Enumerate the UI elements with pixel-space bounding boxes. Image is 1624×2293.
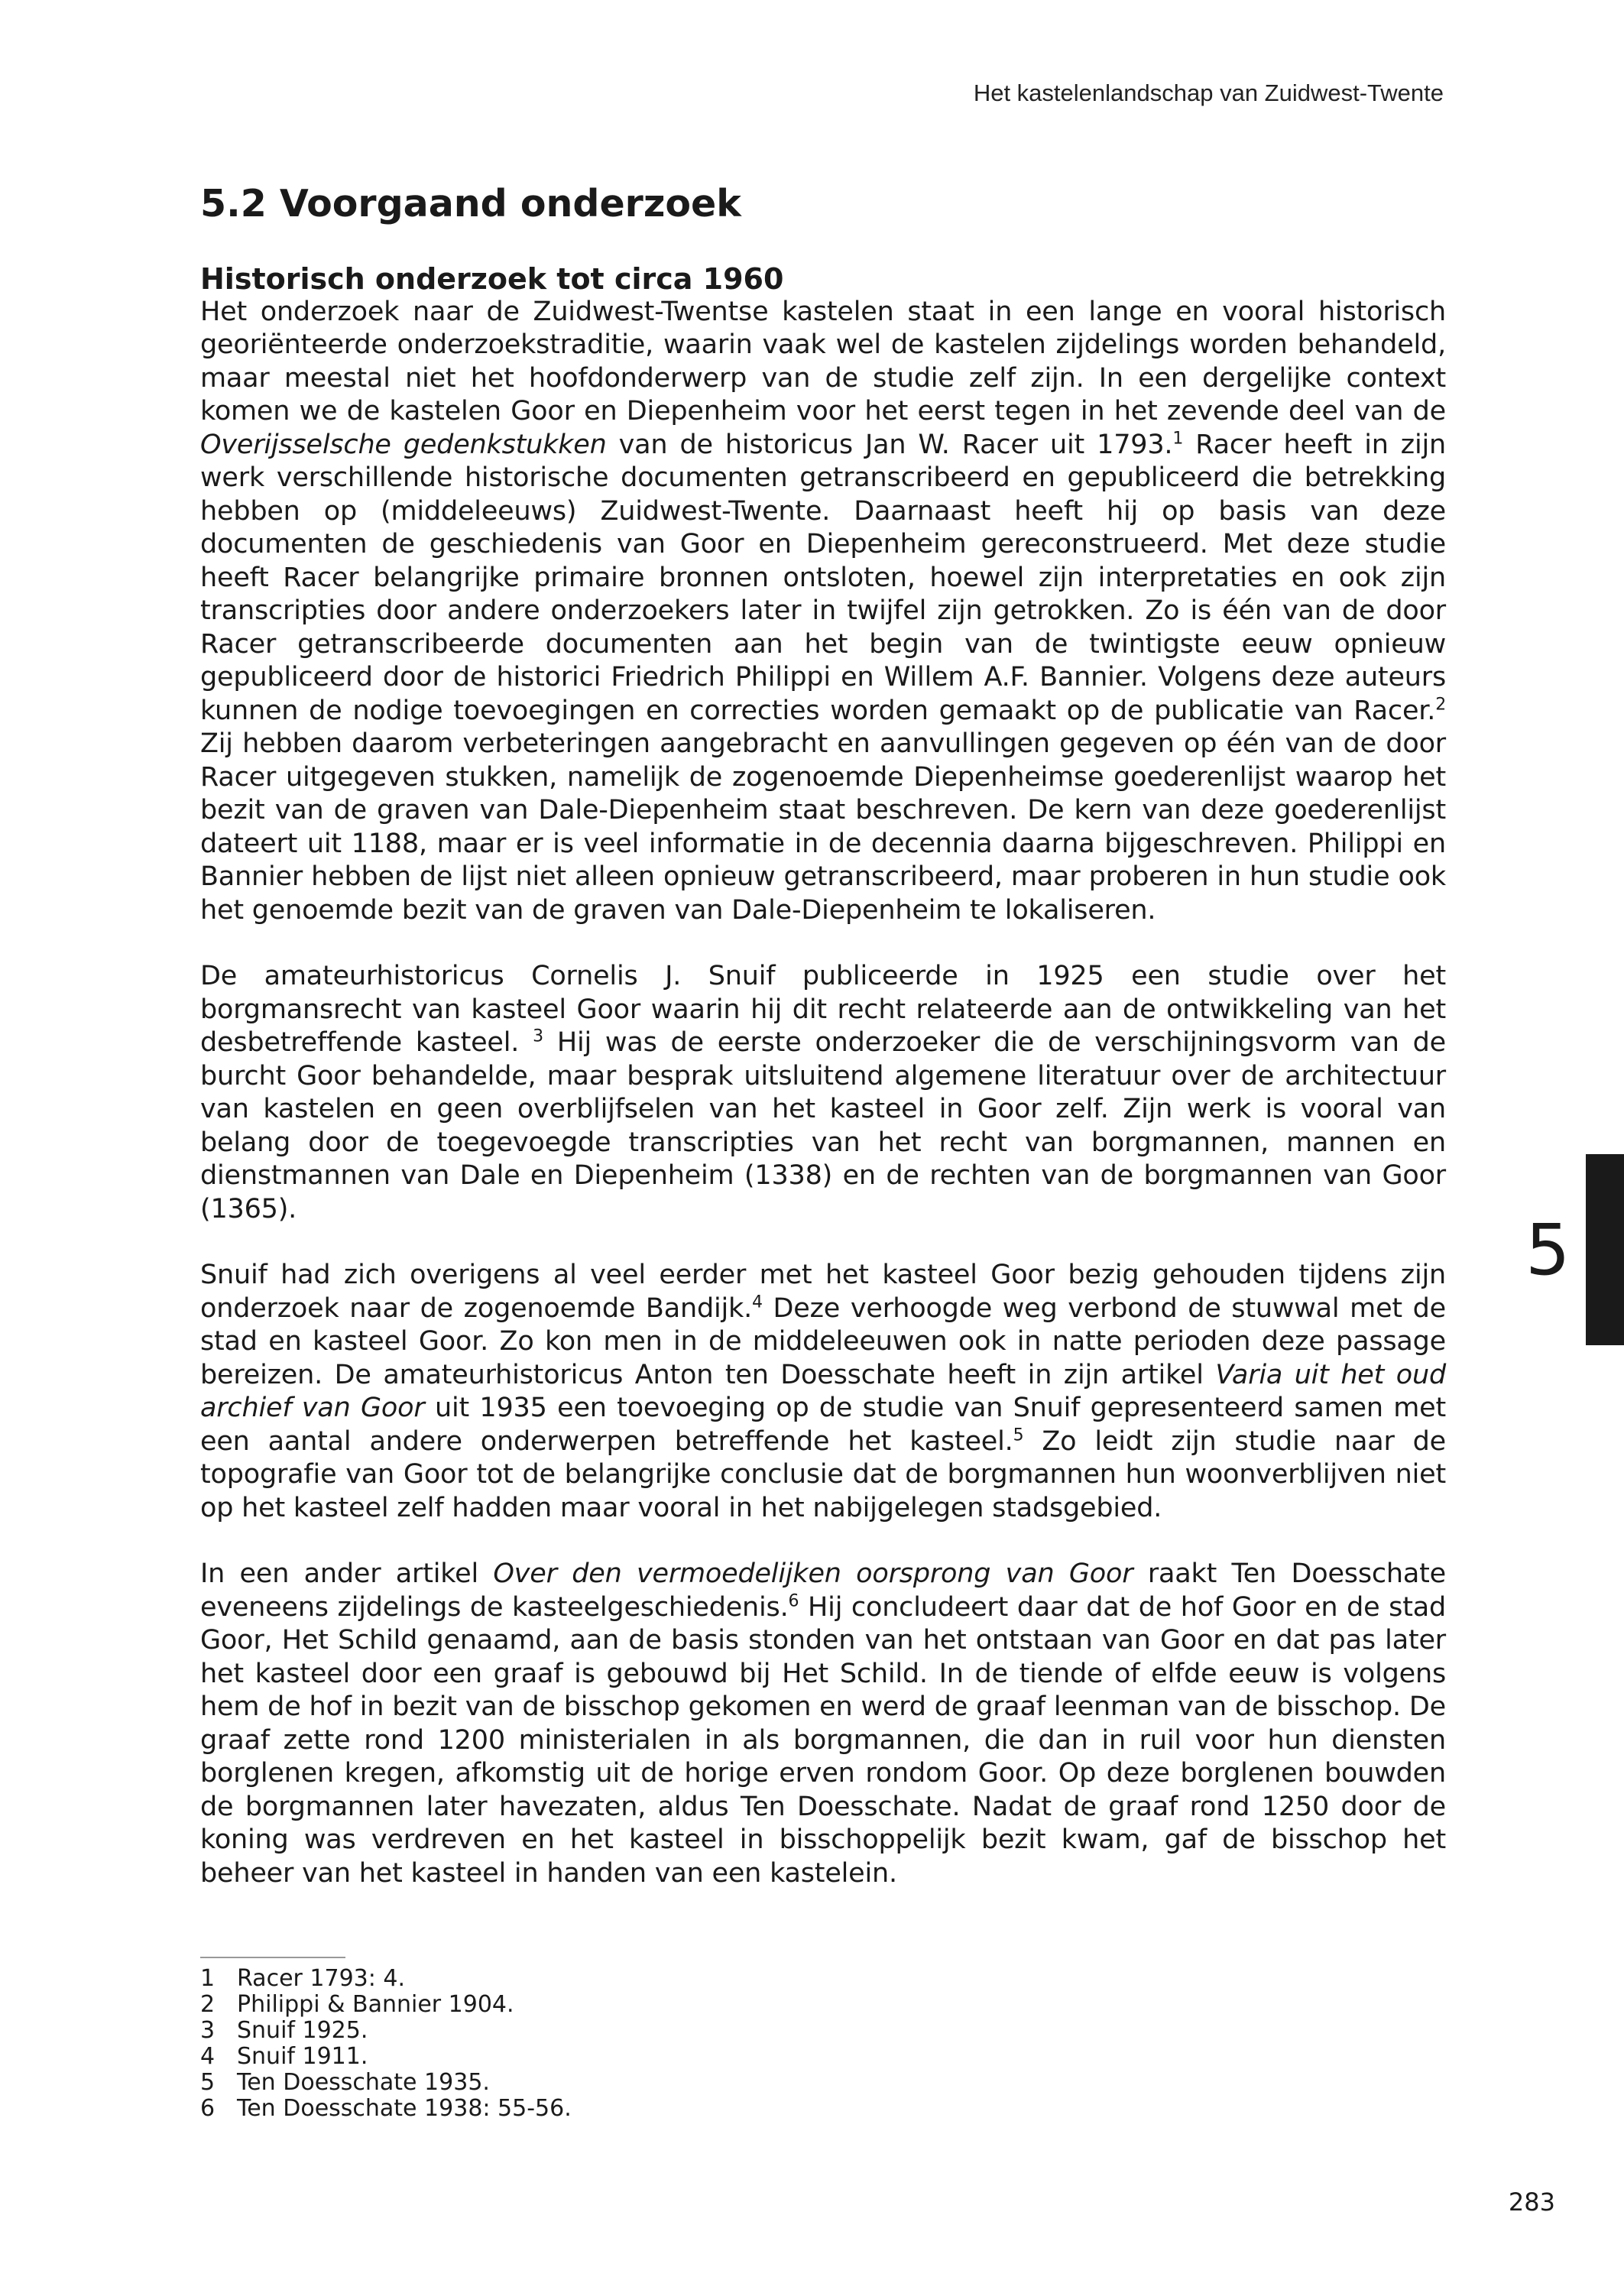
text-run: Snuif had zich overigens al veel eerder met het kasteel Goor bezig gehouden tijdens zijn onderzoek naar de zogenoemde Bandijk. (200, 1260, 1446, 1324)
text-run: Hij concludeert daar dat de hof Goor en de stad Goor, Het Schild genaamd, aan de basis stonden van het ontstaan van Goor en dat pas later het kasteel door een graaf is gebouwd bij Het Schild. In de tiende of elfde eeuw is volgens hem de hof in bezit van de bisschop gekomen en werd de graaf leenman van de bisschop. De graaf zette rond 1200 ministerialen in als borgmannen, die dan in ruil voor hun diensten borglenen kregen, afkomstig uit de horige erven rondom Goor. Op deze borglenen bouwden de borgmannen later havezaten, aldus Ten Doesschate. Nadat de graaf rond 1250 door de koning was verdreven en het kasteel in bisschoppelijk bezit kwam, gaf de bisschop het beheer van het kasteel in handen van een kastelein. (200, 1591, 1446, 1889)
chapter-number: 5 (1525, 1209, 1571, 1291)
footnote-number: 4 (200, 2043, 216, 2070)
section-title: 5.2 Voorgaand onderzoek (200, 182, 741, 225)
text-run: Zij hebben daarom verbeteringen aangebracht en aanvullingen gegeven op één van de door Racer uitgegeven stukken, namelijk de zogenoemde Diepenheimse goederenlijst waarop het bezit van de graven van Dale-Diepenheim staat beschreven. De kern van deze goederenlijst dateert uit 1188, maar er is veel informatie in de decennia daarna bijgeschreven. Philippi en Bannier hebben de lijst niet alleen opnieuw getranscribeerd, maar proberen in hun studie ook het genoemde bezit van de graven van Dale-Diepenheim te lokaliseren. (200, 728, 1446, 926)
footnote-text: Snuif 1911. (237, 2043, 368, 2070)
text-run: Het onderzoek naar de Zuidwest-Twentse kastelen staat in een lange en vooral historisch georiënteerde onderzoekstraditie, waarin vaak wel de kastelen zijdelings worden behandeld, maar meestal niet het hoofdonderwerp van de studie zelf zijn. In een dergelijke context komen we de kastelen Goor en Diepenheim voor het eerst tegen in het zevende deel van de (200, 296, 1446, 427)
paragraph-3 (200, 1259, 1446, 1525)
footnote-ref: 3 (533, 1026, 543, 1046)
text-run: Hij was de eerste onderzoeker die de verschijningsvorm van de burcht Goor behandelde, maar besprak uitsluitend algemene literatuur over de architectuur van kastelen en geen overblijfselen van het kasteel in Goor zelf. Zijn werk is vooral van belang door de toegevoegde transcripties van het recht van borgmannen, mannen en dienstmannen van Dale en Diepenheim (1338) en de rechten van de borgmannen van Goor (1365). (200, 1027, 1446, 1224)
italic-title: Varia uit het oud archief van Goor (200, 1359, 1446, 1424)
footnote (200, 2044, 1117, 2070)
footnotes (200, 1966, 1117, 2122)
text-run: uit 1935 een toevoeging op de studie van Snuif gepresenteerd samen met een aantal andere onderwerpen betreffende het kasteel. (200, 1393, 1447, 1457)
footnote (200, 2070, 1117, 2096)
footnote-text: Ten Doesschate 1938: 55-56. (237, 2095, 572, 2122)
footnote (200, 1966, 1117, 1992)
footnote-text: Racer 1793: 4. (237, 1965, 406, 1992)
subsection-title: Historisch onderzoek tot circa 1960 (200, 261, 784, 296)
footnote-ref: 6 (788, 1591, 799, 1611)
footnote-ref: 5 (1013, 1425, 1024, 1445)
footnote-ref: 1 (1172, 429, 1184, 449)
text-run: In een ander artikel (200, 1558, 494, 1590)
footnote-number: 6 (200, 2095, 216, 2122)
main-content (200, 183, 1446, 1923)
paragraph-1 (200, 296, 1446, 928)
text-run: van de historicus Jan W. Racer uit 1793. (606, 429, 1173, 460)
footnote (200, 1992, 1117, 2018)
footnote (200, 2096, 1117, 2122)
footnote (200, 2018, 1117, 2044)
text-run: De amateurhistoricus Cornelis J. Snuif publiceerde in 1925 een studie over het borgmansrecht van kasteel Goor waarin hij dit recht relateerde aan de ontwikkeling van het desbetreffende kasteel. (200, 961, 1446, 1059)
footnote-text: Ten Doesschate 1935. (237, 2069, 490, 2096)
italic-title: Over den vermoedelijken oorsprong van Goor (493, 1558, 1133, 1590)
footnote-number: 5 (200, 2069, 216, 2096)
italic-title: Overijsselsche gedenkstukken (200, 429, 607, 460)
text-run: Racer heeft in zijn werk verschillende historische documenten getranscribeerd en gepubliceerd die betrekking hebben op (middeleeuws) Zuidwest-Twente. Daarnaast heeft hij op basis van deze documenten de geschiedenis van Goor en Diepenheim gereconstrueerd. Met deze studie heeft Racer belangrijke primaire bronnen ontsloten, hoewel zijn interpretaties en ook zijn transcripties door andere onderzoekers later in twijfel zijn getrokken. Zo is één van de door Racer getranscribeerde documenten aan het begin van de twintigste eeuw opnieuw gepubliceerd door de historici Friedrich Philippi en Willem A.F. Bannier. Volgens deze auteurs kunnen de nodige toevoegingen en correcties worden gemaakt op de publicatie van Racer. (200, 429, 1446, 726)
page-number: 283 (1508, 2188, 1555, 2217)
footnote-divider (200, 1957, 345, 1958)
paragraph-4 (200, 1558, 1446, 1890)
chapter-tab (1586, 1154, 1624, 1345)
footnote-number: 3 (200, 2017, 216, 2044)
text-run: raakt Ten Doesschate eveneens zijdelings de kasteelgeschiedenis. (200, 1558, 1447, 1623)
running-head: Het kastelenlandschap van Zuidwest-Twente (973, 79, 1444, 106)
text-run: Zo leidt zijn studie naar de topografie van Goor tot de belangrijke conclusie dat de borgmannen hun woonverblijven niet op het kasteel zelf hadden maar vooral in het nabijgelegen stadsgebied. (200, 1425, 1446, 1523)
footnote-text: Philippi & Bannier 1904. (237, 1991, 514, 2018)
footnote-ref: 2 (1435, 695, 1446, 715)
footnote-text: Snuif 1925. (237, 2017, 368, 2044)
footnote-number: 2 (200, 1991, 216, 2018)
footnote-ref: 4 (752, 1292, 763, 1312)
text-run: Deze verhoogde weg verbond de stuwwal met de stad en kasteel Goor. Zo kon men in de middeleeuwen ook in natte perioden deze passage bereizen. De amateurhistoricus Anton ten Doesschate heeft in zijn artikel (200, 1292, 1446, 1390)
paragraph-2 (200, 960, 1446, 1226)
footnote-number: 1 (200, 1965, 216, 1992)
